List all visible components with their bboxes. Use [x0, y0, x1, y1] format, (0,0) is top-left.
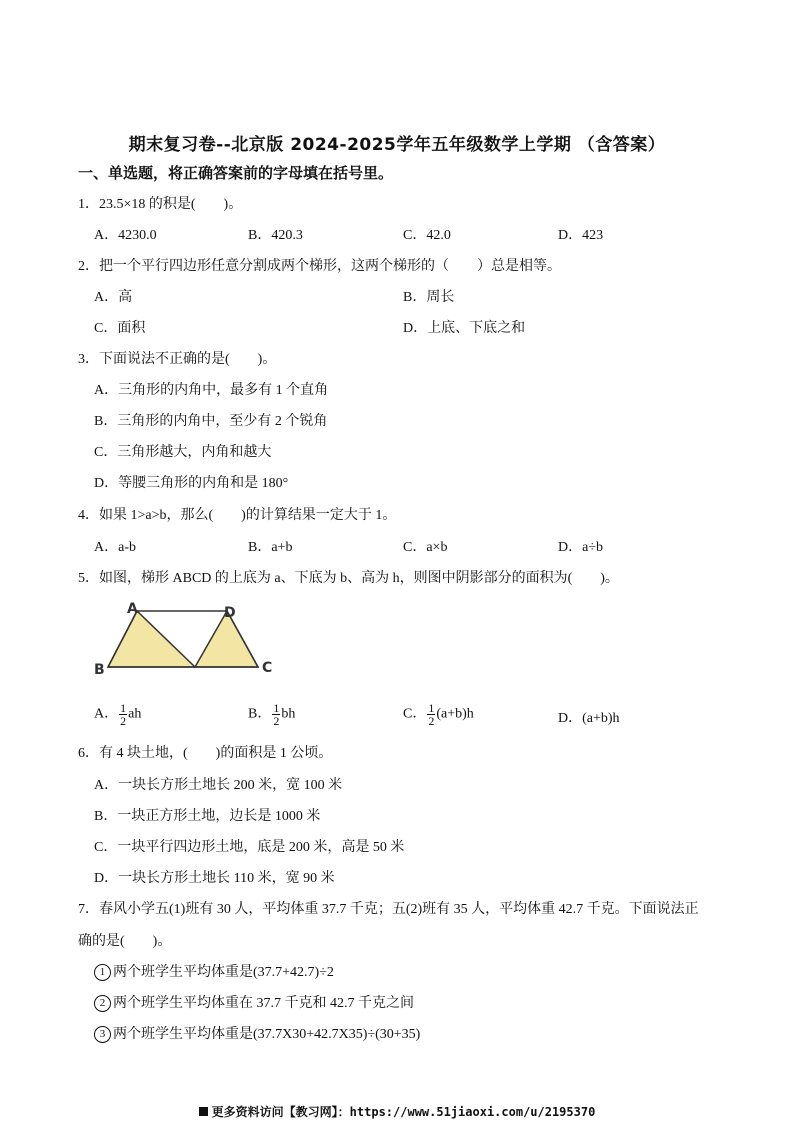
fraction-half: $\frac{1}{2}$ — [428, 701, 435, 728]
q3-option-c: C．三角形越大，内角和越大 — [94, 445, 272, 460]
footer-link[interactable]: 更多资料访问【教习网】：https://www.51jiaoxi.com/u/2195370 — [0, 1103, 794, 1120]
vertex-label-d: D — [224, 605, 236, 621]
question-2-stem: 2．把一个平行四边形任意分割成两个梯形，这两个梯形的（ ）总是相等。 — [78, 259, 561, 274]
circled-number: 3 — [94, 1026, 111, 1043]
vertex-label-c: C — [262, 660, 273, 676]
q4-option-d: D．a÷b — [558, 540, 604, 555]
q1-option-c: C．42.0 — [403, 228, 451, 243]
q7-statement-2: 2 两个班学生平均体重在 37.7 千克和 42.7 千克之间 — [94, 992, 414, 1012]
q2-option-b: B．周长 — [403, 290, 455, 305]
q4-option-c: C．a×b — [403, 540, 448, 555]
q5-option-a: A． $\frac{1}{2}$ ah — [94, 701, 142, 728]
vertex-label-b: B — [94, 662, 105, 678]
q3-option-b: B．三角形的内角中，至少有 2 个锐角 — [94, 414, 328, 429]
q6-option-c: C．一块平行四边形土地，底是 200 米，高是 50 米 — [94, 840, 405, 855]
shaded-triangle-left — [108, 611, 195, 667]
fraction-half: $\frac{1}{2}$ — [120, 701, 127, 728]
circled-number: 1 — [94, 964, 111, 981]
q6-option-d: D．一块长方形土地长 110 米，宽 90 米 — [94, 871, 335, 886]
q6-option-a: A．一块长方形土地长 200 米，宽 100 米 — [94, 778, 343, 793]
q5-option-b: B． $\frac{1}{2}$ bh — [248, 701, 296, 728]
question-5-stem: 5．如图，梯形 ABCD 的上底为 a、下底为 b、高为 h，则图中阴影部分的面积为( )。 — [78, 571, 619, 586]
q3-option-a: A．三角形的内角中，最多有 1 个直角 — [94, 383, 329, 398]
question-4-stem: 4．如果 1>a>b，那么( )的计算结果一定大于 1。 — [78, 508, 397, 523]
question-1-stem: 1．23.5×18 的积是( )。 — [78, 197, 243, 212]
question-7-stem-line2: 确的是( )。 — [78, 934, 172, 949]
q1-option-d: D．423 — [558, 228, 604, 243]
q4-option-a: A．a-b — [94, 540, 136, 555]
q4-option-b: B．a+b — [248, 540, 293, 555]
vertex-label-a: A — [127, 601, 138, 617]
q7-statement-3: 3 两个班学生平均体重是(37.7X30+42.7X35)÷(30+35) — [94, 1023, 420, 1043]
circled-number: 2 — [94, 995, 111, 1012]
q5-option-d: D．(a+b)h — [558, 711, 620, 726]
question-6-stem: 6．有 4 块土地，( )的面积是 1 公顷。 — [78, 746, 333, 761]
q3-option-d: D．等腰三角形的内角和是 180° — [94, 476, 289, 491]
q7-statement-1: 1 两个班学生平均体重是(37.7+42.7)÷2 — [94, 961, 334, 981]
q6-option-b: B．一块正方形土地，边长是 1000 米 — [94, 809, 321, 824]
question-7-stem-line1: 7．春风小学五(1)班有 30 人，平均体重 37.7 千克；五(2)班有 35 人，平均体重 42.7 千克。下面说法正 — [78, 902, 699, 917]
question-3-stem: 3．下面说法不正确的是( )。 — [78, 352, 277, 367]
q1-option-a: A．4230.0 — [94, 228, 157, 243]
q2-option-d: D．上底、下底之和 — [403, 321, 526, 336]
q5-option-c: C． $\frac{1}{2}$ (a+b)h — [403, 701, 474, 728]
q1-option-b: B．420.3 — [248, 228, 303, 243]
q2-option-a: A．高 — [94, 290, 133, 305]
q2-option-c: C．面积 — [94, 321, 146, 336]
fraction-half: $\frac{1}{2}$ — [273, 701, 280, 728]
page-title: 期末复习卷--北京版 2024-2025学年五年级数学上学期 （含答案） — [128, 135, 666, 155]
flag-icon — [199, 1107, 208, 1116]
trapezoid-figure — [90, 598, 280, 683]
section-heading: 一、单选题，将正确答案前的字母填在括号里。 — [78, 164, 394, 182]
